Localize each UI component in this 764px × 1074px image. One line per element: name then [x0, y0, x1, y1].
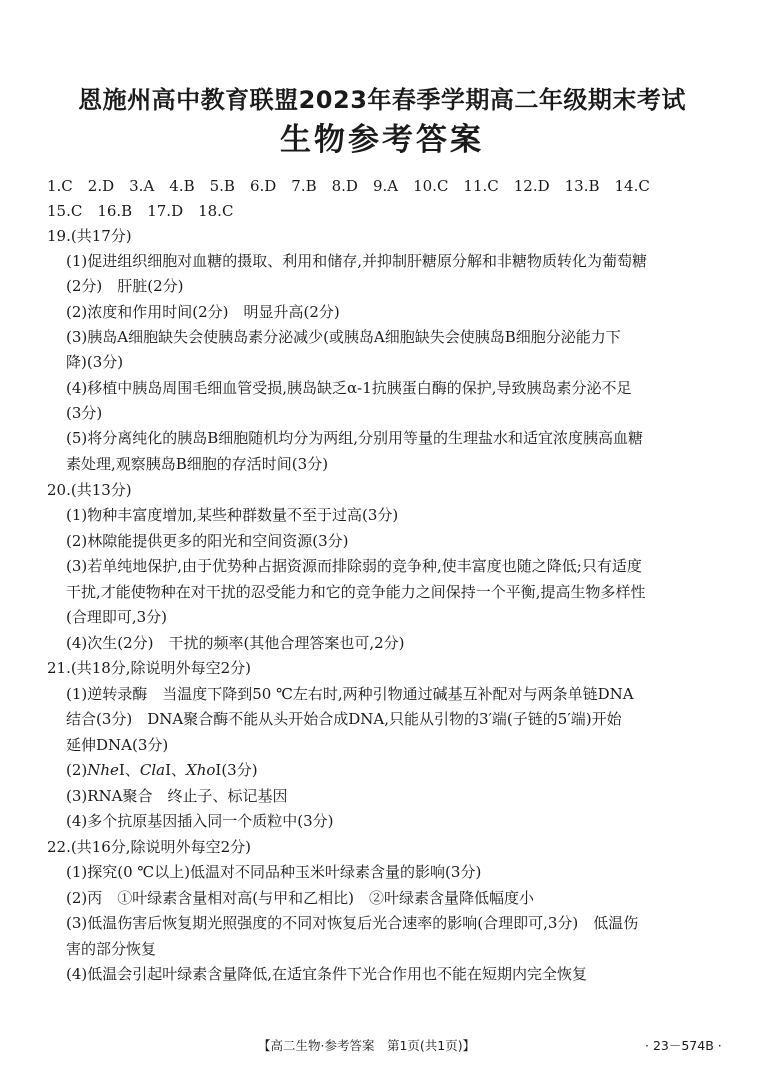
answer-line: 害的部分恢复: [66, 940, 157, 958]
answer-line: (1)逆转录酶 当温度下降到50 ℃左右时,两种引物通过碱基互补配对与两条单链DNA: [66, 685, 634, 703]
answer-line: (3)RNA聚合 终止子、标记基因: [66, 787, 288, 805]
answer-line: 结合(3分) DNA聚合酶不能从头开始合成DNA,只能从引物的3′端(子链的5′端)开始: [66, 710, 622, 728]
answer-line: 延伸DNA(3分): [66, 736, 169, 754]
answer-line: (1)物种丰富度增加,某些种群数量不至于过高(3分): [66, 506, 399, 524]
answer-line: (1)探究(0 ℃以上)低温对不同品种玉米叶绿素含量的影响(3分): [66, 863, 482, 881]
answer-line: (4)移植中胰岛周围毛细血管受损,胰岛缺乏α-1抗胰蛋白酶的保护,导致胰岛素分泌不足: [66, 379, 632, 397]
answer-line: 降)(3分): [66, 353, 124, 371]
answer-line: (4)低温会引起叶绿素含量降低,在适宜条件下光合作用也不能在短期内完全恢复: [66, 965, 588, 983]
answer-line: 素处理,观察胰岛B细胞的存活时间(3分): [66, 455, 329, 473]
question-21-header: 21.(共18分,除说明外每空2分): [47, 659, 251, 677]
answer-line: (2)浓度和作用时间(2分) 明显升高(2分): [66, 303, 340, 321]
answer-line: 干扰,才能使物种在对干扰的忍受能力和它的竞争能力之间保持一个平衡,提高生物多样性: [66, 583, 646, 601]
answer-line: (2)丙 ①叶绿素含量相对高(与甲和乙相比) ②叶绿素含量降低幅度小: [66, 889, 534, 907]
question-20-header: 20.(共13分): [47, 481, 132, 499]
answer-line-restriction-enzymes: (2)NheⅠ、ClaⅠ、XhoⅠ(3分): [66, 761, 258, 779]
answer-line: (3)低温伤害后恢复期光照强度的不同对恢复后光合速率的影响(合理即可,3分) 低温伤: [66, 914, 639, 932]
answer-line: (2分) 肝脏(2分): [66, 277, 184, 295]
answer-line: (5)将分离纯化的胰岛B细胞随机均分为两组,分别用等量的生理盐水和适宜浓度胰高血糖: [66, 429, 644, 447]
answer-line: (2)林隙能提供更多的阳光和空间资源(3分): [66, 532, 349, 550]
exam-title: 恩施州高中教育联盟2023年春季学期高二年级期末考试: [78, 86, 686, 114]
answer-line: (3)若单纯地保护,由于优势种占据资源而排除弱的竞争种,使丰富度也随之降低;只有适度: [66, 557, 642, 575]
answer-key-title: 生物参考答案: [280, 122, 484, 158]
answer-line: (合理即可,3分): [66, 608, 168, 626]
answer-line: (3)胰岛A细胞缺失会使胰岛素分泌减少(或胰岛A细胞缺失会使胰岛B细胞分泌能力下: [66, 328, 621, 346]
answer-line: (4)次生(2分) 干扰的频率(其他合理答案也可,2分): [66, 634, 405, 652]
question-19-header: 19.(共17分): [47, 227, 132, 245]
page-footer: 【高二生物·参考答案 第1页(共1页)】: [258, 1038, 476, 1053]
question-22-header: 22.(共16分,除说明外每空2分): [47, 838, 251, 856]
answer-line-mc-1: 1.C 2.D 3.A 4.B 5.B 6.D 7.B 8.D 9.A 10.C 11.C 12.D 13.B 14.C: [47, 177, 650, 195]
answer-line: (4)多个抗原基因插入同一个质粒中(3分): [66, 812, 334, 830]
answer-line: (3分): [66, 404, 103, 422]
answer-line: (1)促进组织细胞对血糖的摄取、利用和储存,并抑制肝糖原分解和非糖物质转化为葡萄糖: [66, 252, 648, 270]
document-code: · 23－574B ·: [645, 1038, 722, 1053]
answer-line-mc-2: 15.C 16.B 17.D 18.C: [47, 202, 234, 220]
